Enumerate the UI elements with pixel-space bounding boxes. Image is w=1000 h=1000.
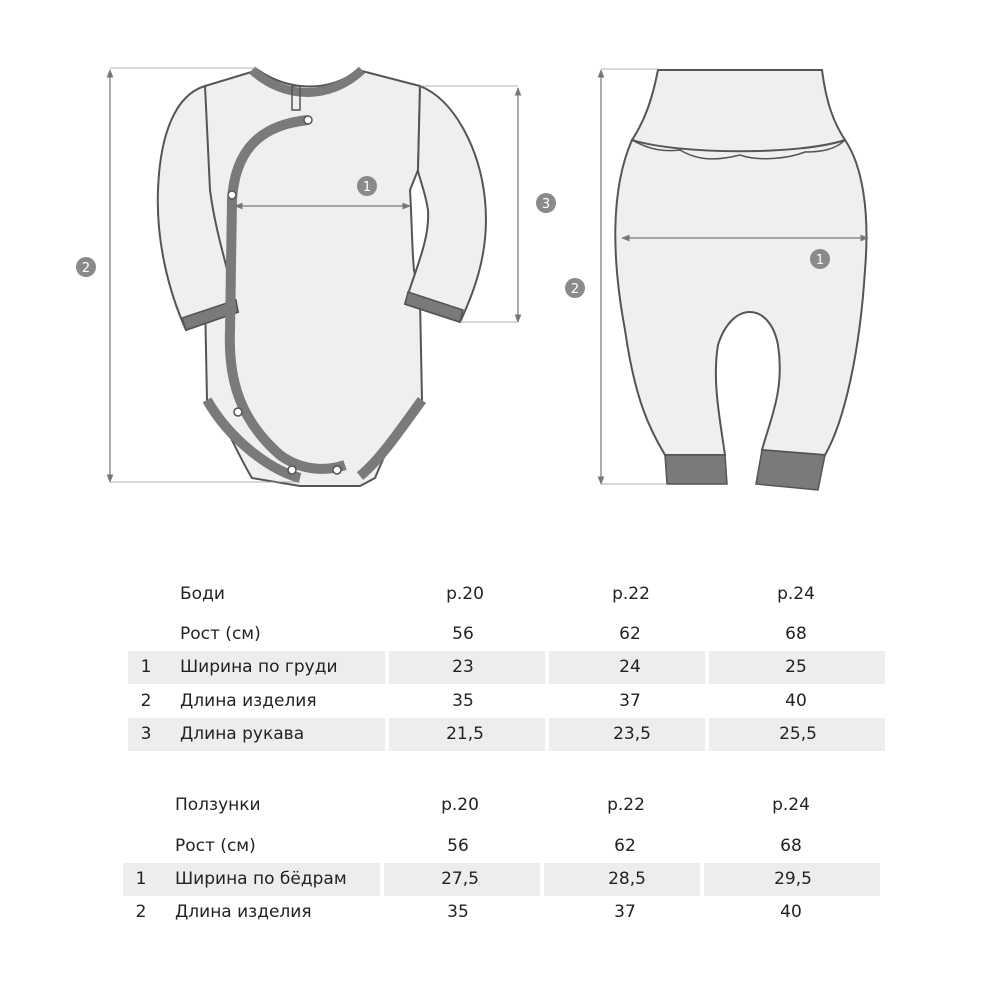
snap <box>234 408 242 416</box>
row-value: 62 <box>614 836 636 856</box>
snap <box>228 191 236 199</box>
pants-waistband <box>632 70 845 151</box>
bodysuit-size-col-2: р.22 <box>612 584 650 604</box>
pants-marker-2-label: 2 <box>570 282 580 297</box>
row-number: 2 <box>140 691 152 711</box>
bodysuit-marker-3-label: 3 <box>541 197 551 212</box>
pants-size-col-3: р.24 <box>772 795 810 815</box>
bodysuit-sleeve-row <box>0 718 1000 751</box>
pants-body <box>615 140 866 455</box>
row-value: 35 <box>452 691 474 711</box>
row-number: 1 <box>135 869 147 889</box>
row-value: 21,5 <box>446 724 484 744</box>
row-value: 25 <box>785 657 807 677</box>
row-value: 68 <box>780 836 802 856</box>
bodysuit-length-row <box>0 685 1000 718</box>
pants-right-cuff <box>756 450 825 490</box>
pants-title: Ползунки <box>175 795 261 815</box>
row-value: 28,5 <box>608 869 646 889</box>
row-value: 25,5 <box>779 724 817 744</box>
row-value: 40 <box>785 691 807 711</box>
row-label: Длина рукава <box>180 724 305 744</box>
bodysuit-body <box>205 70 422 486</box>
bodysuit-header-row <box>0 578 1000 611</box>
bodysuit-chest-row <box>0 651 1000 684</box>
row-value: 35 <box>447 902 469 922</box>
row-label: Ширина по бёдрам <box>175 869 347 889</box>
row-value: 68 <box>785 624 807 644</box>
pants-hip-row <box>0 863 1000 896</box>
row-label: Рост (см) <box>180 624 261 644</box>
pants-illustration <box>615 70 866 490</box>
row-label: Длина изделия <box>175 902 312 922</box>
row-label: Длина изделия <box>180 691 317 711</box>
pants-size-col-2: р.22 <box>607 795 645 815</box>
pants-length-row <box>0 896 1000 929</box>
row-value: 56 <box>452 624 474 644</box>
row-label: Ширина по груди <box>180 657 338 677</box>
pants-height-row <box>0 830 1000 863</box>
row-value: 62 <box>619 624 641 644</box>
snap <box>304 116 312 124</box>
pants-header-row <box>0 789 1000 822</box>
row-value: 29,5 <box>774 869 812 889</box>
row-value: 37 <box>619 691 641 711</box>
row-number: 3 <box>140 724 152 744</box>
bodysuit-marker-2-label: 2 <box>81 261 91 276</box>
row-value: 56 <box>447 836 469 856</box>
pants-left-cuff <box>665 455 727 484</box>
bodysuit-marker-1-label: 1 <box>362 180 372 195</box>
row-value: 27,5 <box>441 869 479 889</box>
row-value: 24 <box>619 657 641 677</box>
row-number: 1 <box>140 657 152 677</box>
bodysuit-size-col-3: р.24 <box>777 584 815 604</box>
bodysuit-size-col-1: р.20 <box>446 584 484 604</box>
snap <box>333 466 341 474</box>
bodysuit-title: Боди <box>180 584 225 604</box>
bodysuit-height-row <box>0 618 1000 651</box>
row-value: 23,5 <box>613 724 651 744</box>
bodysuit-illustration <box>158 70 486 486</box>
pants-size-col-1: р.20 <box>441 795 479 815</box>
row-value: 40 <box>780 902 802 922</box>
pants-marker-1-label: 1 <box>815 253 825 268</box>
row-value: 37 <box>614 902 636 922</box>
row-value: 23 <box>452 657 474 677</box>
row-label: Рост (см) <box>175 836 256 856</box>
row-number: 2 <box>135 902 147 922</box>
snap <box>288 466 296 474</box>
